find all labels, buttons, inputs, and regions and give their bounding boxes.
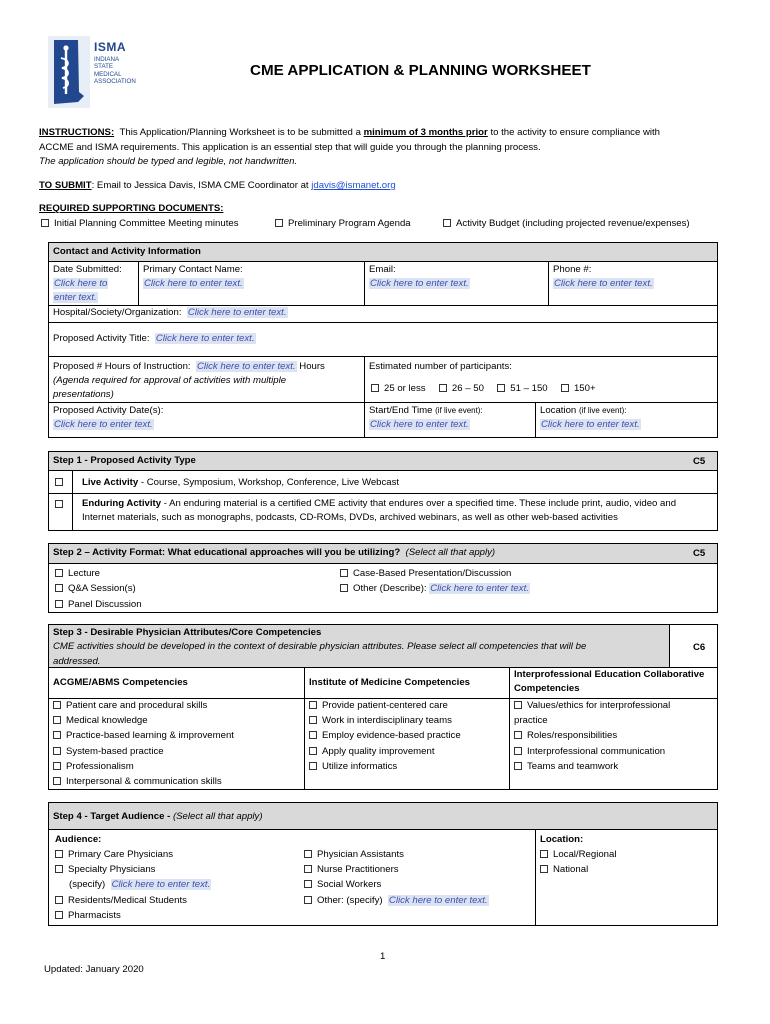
- audience-option[interactable]: Social Workers: [304, 877, 489, 892]
- contact-header: Contact and Activity Information: [53, 246, 201, 257]
- checkbox[interactable]: [55, 584, 63, 592]
- checkbox[interactable]: [55, 600, 63, 608]
- checkbox[interactable]: [41, 219, 49, 227]
- hospital-label: Hospital/Society/Organization: Click here to enter text.: [53, 307, 287, 318]
- checkbox[interactable]: [309, 716, 317, 724]
- other-format-input[interactable]: Click here to enter text.: [430, 583, 529, 595]
- phone-label: Phone #:: [553, 264, 592, 275]
- date-submitted-input[interactable]: Click here to enter text.: [54, 278, 108, 304]
- specialty-specify-input[interactable]: Click here to enter text.: [111, 879, 211, 891]
- competency-option[interactable]: Interprofessional communication: [514, 744, 670, 759]
- checkbox[interactable]: [53, 701, 61, 709]
- iom-header: Institute of Medicine Competencies: [309, 677, 470, 688]
- required-doc-item[interactable]: Initial Planning Committee Meeting minutes: [41, 218, 239, 229]
- competency-option[interactable]: Interpersonal & communication skills: [53, 774, 234, 789]
- date-submitted-label: Date Submitted:: [53, 264, 122, 275]
- audience-option[interactable]: Residents/Medical Students: [55, 893, 211, 908]
- checkbox[interactable]: [304, 865, 312, 873]
- step3-code: C6: [693, 642, 706, 653]
- format-option[interactable]: Q&A Session(s): [55, 581, 142, 596]
- checkbox[interactable]: [53, 716, 61, 724]
- competency-option[interactable]: Patient care and procedural skills: [53, 698, 234, 713]
- competency-option[interactable]: Practice-based learning & improvement: [53, 728, 234, 743]
- updated-date: Updated: January 2020: [44, 964, 144, 975]
- other-audience-input[interactable]: Click here to enter text.: [388, 894, 488, 906]
- checkbox[interactable]: [309, 762, 317, 770]
- logo-subtitle: INDIANA STATE MEDICAL ASSOCIATION: [94, 56, 136, 86]
- participant-option[interactable]: 25 or less: [371, 383, 426, 394]
- email-input[interactable]: Click here to enter text.: [370, 278, 469, 289]
- email-label: Email:: [369, 264, 396, 275]
- participant-option[interactable]: 26 – 50: [439, 383, 484, 394]
- specify-row: (specify) Click here to enter text.: [69, 879, 211, 891]
- checkbox[interactable]: [53, 747, 61, 755]
- acgme-header: ACGME/ABMS Competencies: [53, 677, 188, 688]
- logo-name: ISMA: [94, 40, 126, 54]
- enduring-activity-label: Enduring Activity - An enduring material is a certified CME activity that endures over a specified time. These include print, audio, video and Internet materials, such as monographs, podcasts, CD-ROMs, DVDs, archived webinars, as well as other web-based activities: [82, 498, 677, 524]
- location-input[interactable]: Click here to enter text.: [541, 419, 640, 430]
- participant-options: [371, 382, 596, 396]
- hours-note: (Agenda required for approval of activities with multiple presentations): [53, 375, 287, 401]
- checkbox[interactable]: [497, 384, 505, 392]
- competency-option[interactable]: Work in interdisciplinary teams: [309, 713, 461, 728]
- checkbox[interactable]: [540, 850, 548, 858]
- format-option[interactable]: Other (Describe): Click here to enter text.: [340, 581, 530, 596]
- checkbox[interactable]: [514, 731, 522, 739]
- phone-input[interactable]: Click here to enter text.: [554, 278, 653, 289]
- submit-info: TO SUBMIT: Email to Jessica Davis, ISMA CME Coordinator at jdavis@ismanet.org: [39, 180, 396, 191]
- checkbox[interactable]: [275, 219, 283, 227]
- checkbox[interactable]: [55, 569, 63, 577]
- iom-options: [309, 698, 461, 774]
- required-docs-label: REQUIRED SUPPORTING DOCUMENTS:: [39, 203, 224, 214]
- competency-option[interactable]: Professionalism: [53, 759, 234, 774]
- checkbox[interactable]: [439, 384, 447, 392]
- activity-title-label: Proposed Activity Title: Click here to enter text.: [53, 333, 255, 344]
- location-section-label: Location:: [540, 834, 584, 845]
- live-activity-label: Live Activity - Course, Symposium, Workshop, Conference, Live Webcast: [82, 477, 400, 488]
- location-option[interactable]: Local/Regional: [540, 847, 616, 862]
- checkbox[interactable]: [309, 731, 317, 739]
- checkbox[interactable]: [514, 747, 522, 755]
- audience-label: Audience:: [55, 834, 102, 845]
- checkbox[interactable]: [340, 569, 348, 577]
- step2-header: Step 2 – Activity Format: What educational approaches will you be utilizing? (Select all that apply): [53, 547, 496, 558]
- competency-option[interactable]: Utilize informatics: [309, 759, 461, 774]
- format-option[interactable]: Case-Based Presentation/Discussion: [340, 566, 530, 581]
- step1-code: C5: [693, 456, 706, 467]
- instructions: INSTRUCTIONS: This Application/Planning Worksheet is to be submitted a minimum of 3 months prior to the activity to ensure compliance with ACCME and ISMA requirements. This application is an essential step that will guide you through the planning process. The application should be typed and legible, not handwritten.: [39, 127, 661, 168]
- step2-left-options: [55, 566, 142, 612]
- audience-option[interactable]: Pharmacists: [55, 908, 211, 923]
- checkbox[interactable]: [304, 880, 312, 888]
- activity-dates-input[interactable]: Click here to enter text.: [54, 419, 153, 430]
- audience-option[interactable]: Other: (specify) Click here to enter text.: [304, 893, 489, 908]
- primary-contact-label: Primary Contact Name:: [143, 264, 243, 275]
- activity-dates-label: Proposed Activity Date(s):: [53, 405, 164, 416]
- checkbox[interactable]: [53, 762, 61, 770]
- competency-option[interactable]: Values/ethics for interprofessional: [514, 698, 670, 713]
- checkbox[interactable]: [53, 777, 61, 785]
- audience-option[interactable]: Specialty Physicians: [55, 862, 211, 877]
- step2-code: C5: [693, 548, 706, 559]
- checkbox[interactable]: [309, 747, 317, 755]
- checkbox[interactable]: [55, 911, 63, 919]
- competency-option[interactable]: Medical knowledge: [53, 713, 234, 728]
- location-options: [540, 847, 616, 877]
- location-option[interactable]: National: [540, 862, 616, 877]
- ipec-options: Values/ethics for interprofessional practice Roles/responsibilities Interprofessional communication Teams and teamwork: [514, 698, 670, 774]
- format-option[interactable]: Lecture: [55, 566, 142, 581]
- checkbox[interactable]: [55, 896, 63, 904]
- checkbox[interactable]: [514, 762, 522, 770]
- audience-option[interactable]: Primary Care Physicians: [55, 847, 211, 862]
- format-option[interactable]: Panel Discussion: [55, 597, 142, 612]
- step4-header: Step 4 - Target Audience - (Select all that apply): [53, 811, 263, 822]
- live-activity-checkbox[interactable]: [55, 476, 68, 490]
- activity-title-input[interactable]: Click here to enter text.: [155, 333, 255, 344]
- competency-option[interactable]: Provide patient-centered care: [309, 698, 461, 713]
- checkbox[interactable]: [304, 896, 312, 904]
- start-end-label: Start/End Time (if live event):: [369, 405, 483, 416]
- hours-input[interactable]: Click here to enter text.: [196, 361, 296, 372]
- required-doc-item[interactable]: Preliminary Program Agenda: [275, 218, 411, 229]
- audience-option[interactable]: Physician Assistants: [304, 847, 489, 862]
- checkbox[interactable]: [55, 850, 63, 858]
- coordinator-email-link[interactable]: jdavis@ismanet.org: [311, 180, 396, 191]
- participant-option[interactable]: 51 – 150: [497, 383, 547, 394]
- location-label: Location (if live event):: [540, 405, 627, 416]
- ipec-header: Interprofessional Education Collaborative Competencies: [514, 669, 705, 695]
- page-number: 1: [380, 951, 386, 962]
- checkbox[interactable]: [55, 865, 63, 873]
- checkbox[interactable]: [309, 701, 317, 709]
- primary-contact-input[interactable]: Click here to enter text.: [144, 278, 243, 289]
- checkbox[interactable]: [514, 701, 522, 709]
- participants-label: Estimated number of participants:: [369, 361, 512, 372]
- page-title: CME APPLICATION & PLANNING WORKSHEET: [250, 62, 591, 79]
- required-doc-item[interactable]: Activity Budget (including projected revenue/expenses): [443, 218, 690, 229]
- step3-header: Step 3 - Desirable Physician Attributes/Core Competencies CME activities should be developed in the context of desirable physician attributes. Please select all competencies that will be addressed.: [53, 627, 587, 667]
- checkbox[interactable]: [443, 219, 451, 227]
- competency-option[interactable]: Apply quality improvement: [309, 744, 461, 759]
- checkbox[interactable]: [540, 865, 548, 873]
- competency-option[interactable]: Roles/responsibilities: [514, 728, 670, 743]
- step1-header: Step 1 - Proposed Activity Type: [53, 455, 196, 466]
- checkbox[interactable]: [340, 584, 348, 592]
- checkbox[interactable]: [304, 850, 312, 858]
- checkbox[interactable]: [371, 384, 379, 392]
- checkbox[interactable]: [53, 731, 61, 739]
- hours-label: Proposed # Hours of Instruction: Click here to enter text. Hours: [53, 361, 325, 372]
- competency-option[interactable]: System-based practice: [53, 744, 234, 759]
- competency-option[interactable]: Teams and teamwork: [514, 759, 670, 774]
- hospital-input[interactable]: Click here to enter text.: [187, 307, 287, 318]
- instructions-emphasis: minimum of 3 months prior: [363, 127, 488, 138]
- audience-col1: [55, 847, 211, 923]
- participant-option[interactable]: 150+: [561, 383, 596, 394]
- step2-right-options: [340, 566, 530, 597]
- competency-option[interactable]: Employ evidence-based practice: [309, 728, 461, 743]
- enduring-activity-checkbox[interactable]: [55, 498, 68, 512]
- instructions-label: INSTRUCTIONS:: [39, 127, 115, 138]
- start-end-input[interactable]: Click here to enter text.: [370, 419, 469, 430]
- audience-col2: [304, 847, 489, 908]
- audience-option[interactable]: Nurse Practitioners: [304, 862, 489, 877]
- checkbox[interactable]: [561, 384, 569, 392]
- acgme-options: [53, 698, 234, 789]
